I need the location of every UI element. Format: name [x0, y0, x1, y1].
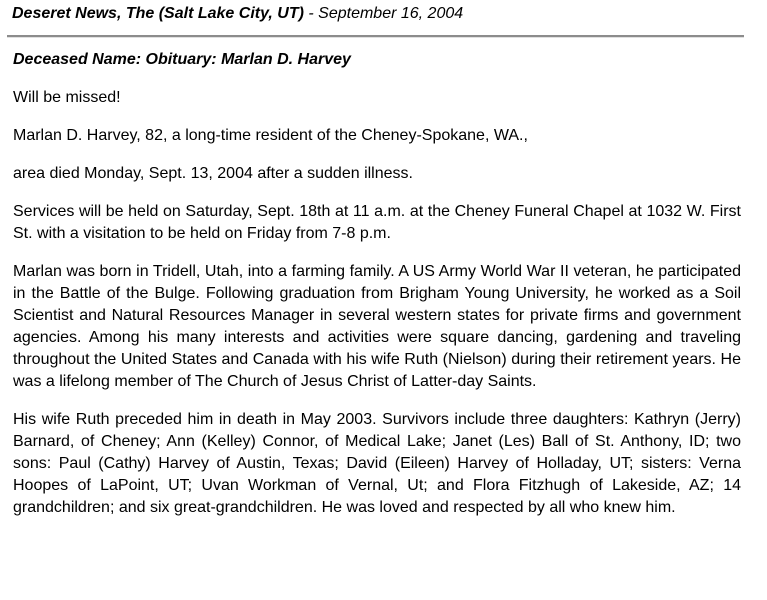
paragraph-intro: Marlan D. Harvey, 82, a long-time resident of the Cheney-Spokane, WA.,: [13, 127, 528, 144]
publication-date: September 16, 2004: [318, 5, 464, 22]
publication-name: Deseret News, The (Salt Lake City, UT): [12, 5, 304, 22]
header-divider: [7, 35, 744, 38]
source-line: [12, 4, 463, 24]
paragraph-death-notice: area died Monday, Sept. 13, 2004 after a sudden illness.: [13, 165, 413, 182]
paragraph-tagline: Will be missed!: [13, 89, 121, 106]
source-separator: -: [303, 5, 319, 22]
article-body: [13, 49, 741, 535]
paragraph-biography: Marlan was born in Tridell, Utah, into a farming family. A US Army World War II veteran, he participated in the Battle of the Bulge. Following graduation from Brigham Young University, he worked as a Soil Scientist and Natural Resources Manager in several western states for private firms and government agencies. Among his many interests and activities were square dancing, gardening and traveling throughout the United States and Canada with his wife Ruth (Nielson) during their retirement years. He was a lifelong member of The Church of Jesus Christ of Latter-day Saints.: [13, 263, 741, 390]
paragraph-services: Services will be held on Saturday, Sept. 18th at 11 a.m. at the Cheney Funeral Chapel at 1032 W. First St. with a visitation to be held on Friday from 7-8 p.m.: [13, 203, 741, 242]
article-title: Deceased Name: Obituary: Marlan D. Harvey: [13, 51, 351, 68]
paragraph-survivors: His wife Ruth preceded him in death in May 2003. Survivors include three daughters: Kathryn (Jerry) Barnard, of Cheney; Ann (Kelley) Connor, of Medical Lake; Janet (Les) Ball of St. Anthony, ID; two sons: Paul (Cathy) Harvey of Austin, Texas; David (Eileen) Harvey of Holladay, UT; sisters: Verna Hoopes of LaPoint, UT; Uvan Workman of Vernal, Ut; and Flora Fitzhugh of Lakeside, AZ; 14 grandchildren; and six great-grandchildren. He was loved and respected by all who knew him.: [13, 411, 741, 516]
